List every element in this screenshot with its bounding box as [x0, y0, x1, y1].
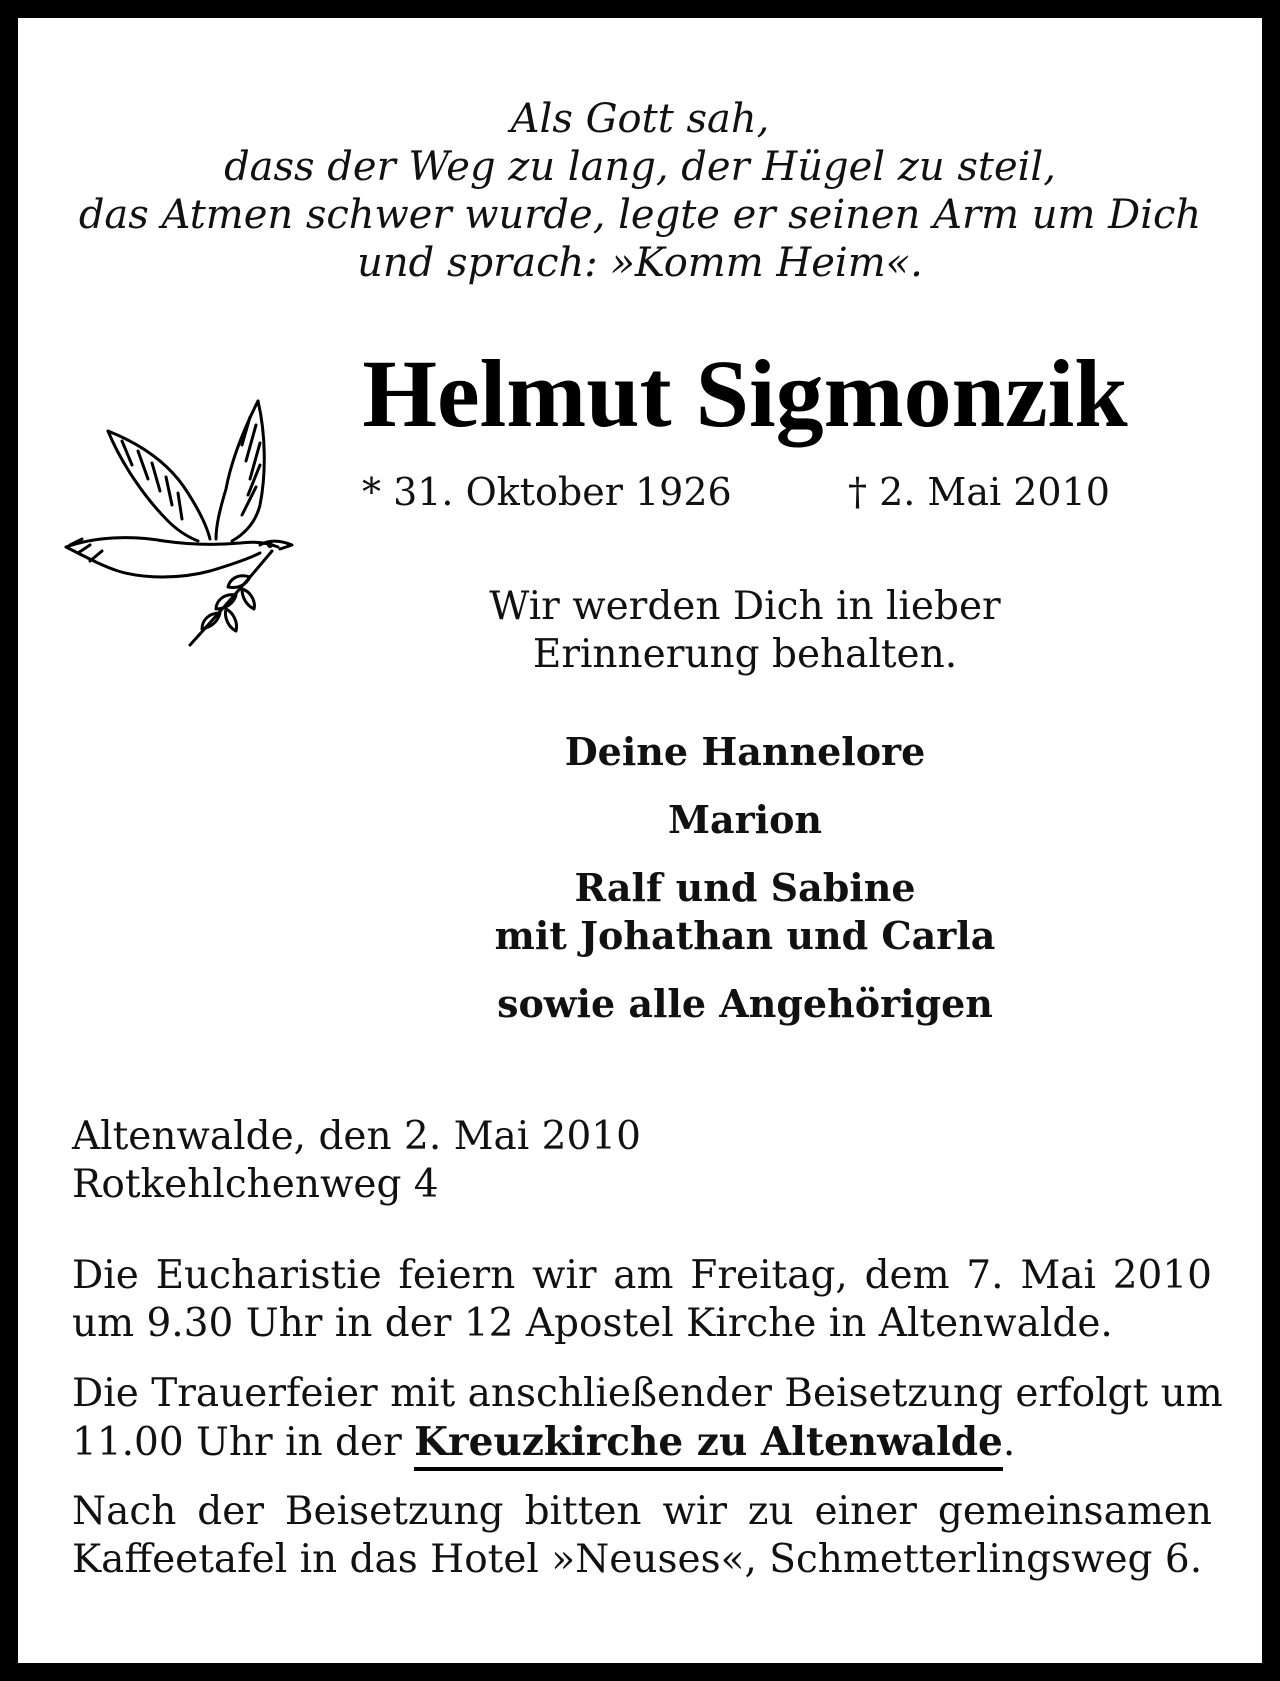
paragraph-text: 11.00 Uhr in der — [72, 1420, 415, 1465]
poem-line: Als Gott sah, — [510, 96, 770, 142]
eucharist-paragraph — [72, 1252, 1212, 1348]
dove-with-olive-branch-icon — [60, 395, 300, 665]
address: Rotkehlchenweg 4 — [72, 1162, 439, 1207]
paragraph-line: Die Trauerfeier mit anschließender Beisetzung erfolgt um — [72, 1371, 1223, 1416]
paragraph-line: um 9.30 Uhr in der 12 Apostel Kirche in Altenwalde. — [72, 1301, 1113, 1346]
signer: Marion — [667, 797, 823, 842]
deceased-name: Helmut Sigmonzik — [362, 340, 1128, 447]
paragraph-line: Kaffeetafel in das Hotel »Neuses«, Schmetterlingsweg 6. — [72, 1537, 1203, 1582]
memory-line: Wir werden Dich in lieber — [489, 584, 1001, 629]
poem-line: dass der Weg zu lang, der Hügel zu steil, — [224, 144, 1056, 190]
poem-line: das Atmen schwer wurde, legte er seinen Arm um Dich — [78, 192, 1202, 238]
reception-paragraph — [72, 1488, 1212, 1584]
death-date: † 2. Mai 2010 — [848, 470, 1110, 514]
signers — [380, 728, 1110, 1028]
signer: mit Johathan und Carla — [494, 913, 996, 958]
signer: Ralf und Sabine — [574, 865, 916, 910]
paragraph-line: Nach der Beisetzung bitten wir zu einer gemeinsamen — [72, 1489, 1212, 1534]
signer: sowie alle Angehörigen — [497, 981, 993, 1026]
paragraph-line — [72, 1418, 1212, 1467]
birth-date: * 31. Oktober 1926 — [362, 470, 732, 514]
place-and-address — [72, 1113, 1212, 1209]
church-name: Kreuzkirche zu Altenwalde — [414, 1419, 1003, 1471]
memory-line: Erinnerung behalten. — [532, 632, 958, 677]
paragraph-text: . — [1002, 1420, 1016, 1465]
paragraph-line: Die Eucharistie feiern wir am Freitag, dem 7. Mai 2010 — [72, 1253, 1212, 1298]
signer: Deine Hannelore — [564, 729, 926, 774]
poem — [60, 95, 1220, 287]
funeral-paragraph — [72, 1370, 1223, 1467]
poem-line: und sprach: »Komm Heim«. — [357, 240, 923, 286]
place-date: Altenwalde, den 2. Mai 2010 — [72, 1114, 641, 1159]
memory-text — [380, 583, 1110, 679]
